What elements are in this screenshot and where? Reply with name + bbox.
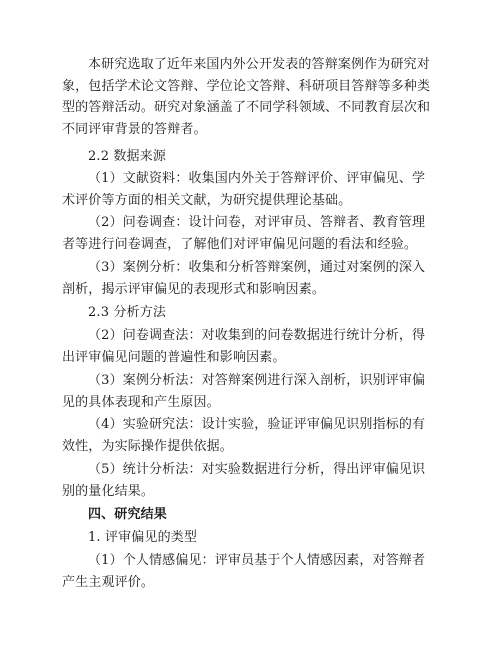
heading-analysis-methods: 2.3 分析方法: [88, 305, 167, 320]
paragraph-questionnaire-method: （2）问卷调查法：对收集到的问卷数据进行统计分析，得出评审偏见问题的普遍性和影响因素。: [62, 328, 426, 365]
intro-paragraph: 本研究选取了近年来国内外公开发表的答辩案例作为研究对象，包括学术论文答辩、学位论文答辩、科研项目答辩等多种类型的答辩活动。研究对象涵盖了不同学科领域、不同教育层次和不同评审背景的答辩者。: [62, 57, 431, 137]
paragraph-literature: （1）文献资料：收集国内外关于答辩评价、评审偏见、学术评价等方面的相关文献，为研究提供理论基础。: [62, 171, 426, 208]
section-heading-results: 四、研究结果: [88, 507, 167, 522]
heading-bias-types: 1. 评审偏见的类型: [88, 530, 198, 545]
paragraph-personal-bias: （1）个人情感偏见：评审员基于个人情感因素，对答辩者产生主观评价。: [62, 553, 426, 590]
paragraph-case-analysis: （3）案例分析：收集和分析答辩案例，通过对案例的深入剖析，揭示评审偏见的表现形式和影响因素。: [62, 260, 426, 297]
paragraph-case-method: （3）案例分析法：对答辩案例进行深入剖析，识别评审偏见的具体表现和产生原因。: [62, 373, 426, 410]
paragraph-statistics-method: （5）统计分析法：对实验数据进行分析，得出评审偏见识别的量化结果。: [62, 462, 426, 499]
paragraph-questionnaire: （2）问卷调查：设计问卷，对评审员、答辩者、教育管理者等进行问卷调查，了解他们对评审偏见问题的看法和经验。: [62, 215, 426, 252]
heading-data-sources: 2.2 数据来源: [88, 149, 167, 164]
paragraph-experiment-method: （4）实验研究法：设计实验，验证评审偏见识别指标的有效性，为实际操作提供依据。: [62, 417, 426, 454]
